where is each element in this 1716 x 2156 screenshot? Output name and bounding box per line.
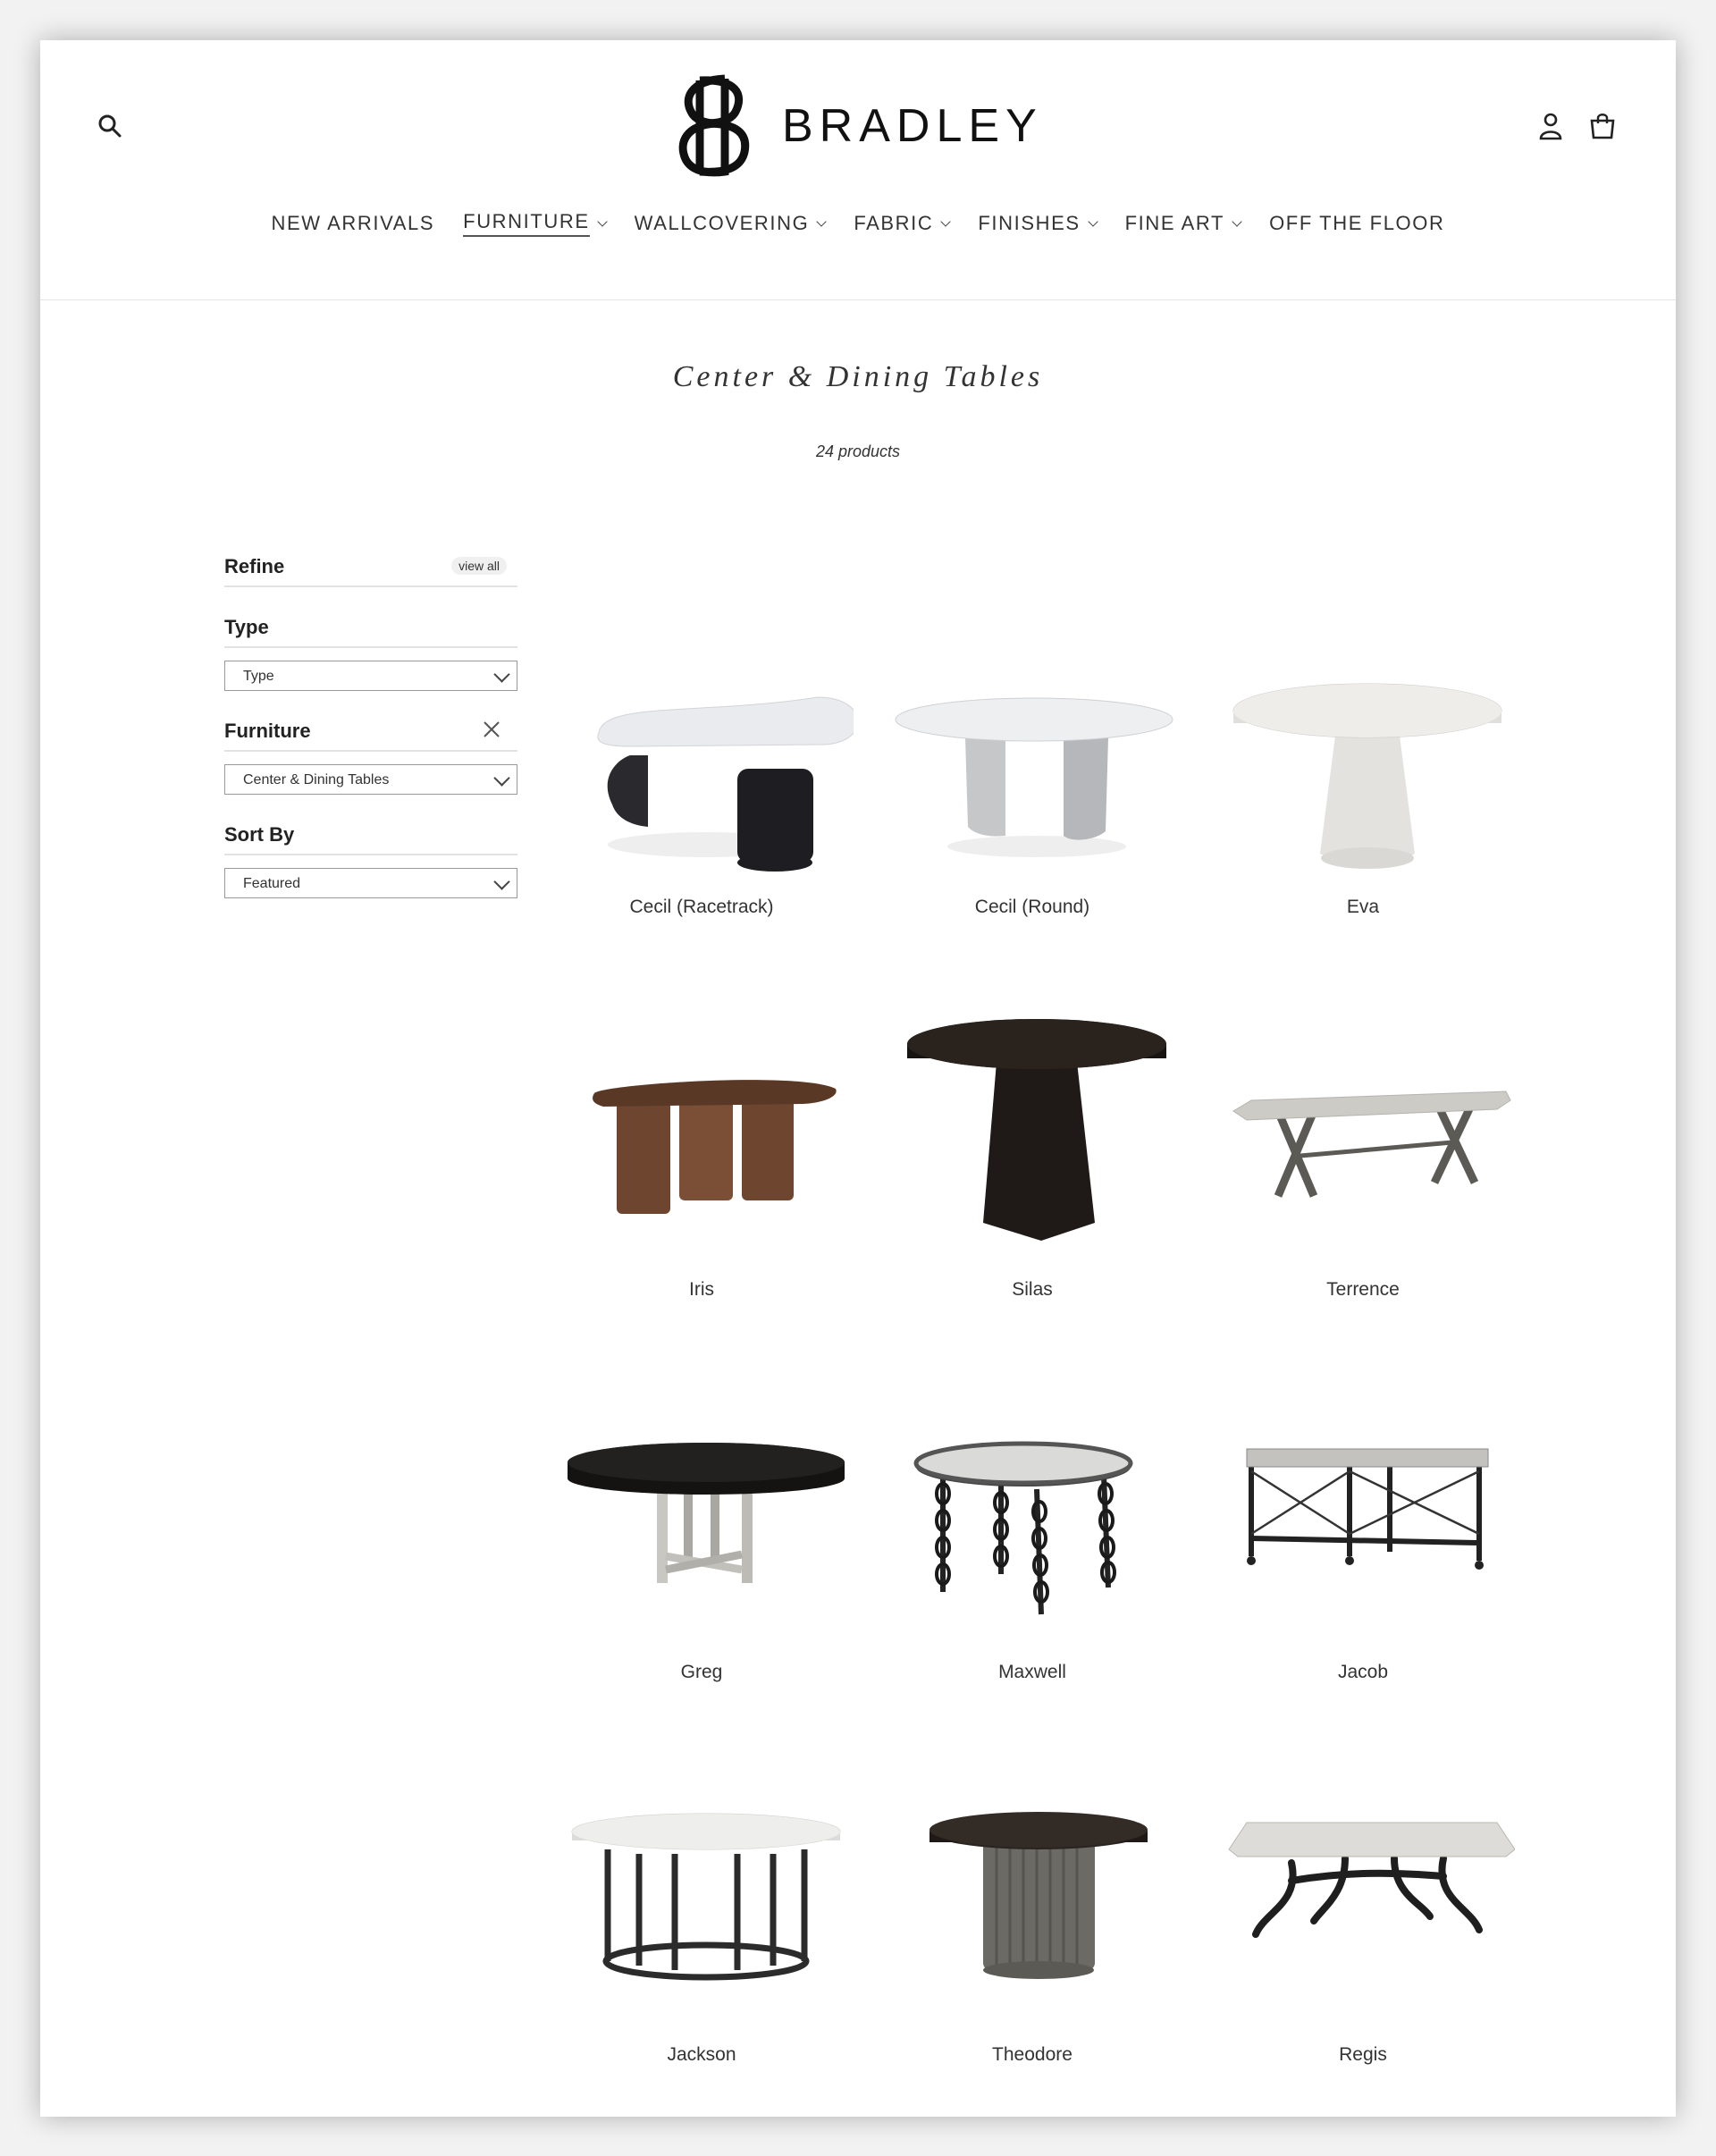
chevron-down-icon <box>493 666 509 682</box>
product-name: Theodore <box>992 2044 1072 2065</box>
refine-heading: Refine view all <box>224 550 517 587</box>
site-header <box>40 40 1676 300</box>
chevron-down-icon <box>941 216 951 226</box>
product-image-regis <box>1211 1760 1515 2028</box>
search-icon[interactable] <box>92 108 128 144</box>
product-image-theodore <box>880 1760 1184 2028</box>
product-name: Maxwell <box>998 1662 1066 1682</box>
type-filter <box>224 611 517 691</box>
chevron-down-icon <box>597 216 607 226</box>
sort-heading: Sort By <box>224 818 517 855</box>
nav-new-arrivals[interactable]: NEW ARRIVALS <box>271 212 435 234</box>
nav-off-the-floor[interactable]: OFF THE FLOOR <box>1269 212 1445 234</box>
furniture-select[interactable]: Center & Dining Tables <box>224 764 517 795</box>
product-name: Cecil (Racetrack) <box>629 897 774 917</box>
product-image-silas <box>880 995 1184 1263</box>
type-heading: Type <box>224 611 517 648</box>
product-card[interactable] <box>550 1377 854 1735</box>
product-name: Greg <box>680 1662 723 1682</box>
product-card[interactable] <box>880 1760 1184 2118</box>
product-image-cecil-round <box>880 612 1184 880</box>
product-image-terrence <box>1211 995 1515 1263</box>
product-name: Iris <box>689 1279 714 1300</box>
chevron-down-icon <box>493 873 509 889</box>
page <box>40 40 1676 2117</box>
product-card[interactable] <box>550 995 854 1352</box>
product-image-iris <box>550 995 854 1263</box>
product-card[interactable] <box>1211 1760 1515 2118</box>
product-name: Regis <box>1339 2044 1387 2065</box>
product-image-maxwell <box>880 1377 1184 1646</box>
product-card[interactable] <box>880 995 1184 1352</box>
product-image-greg <box>550 1377 854 1646</box>
product-name: Cecil (Round) <box>974 897 1090 917</box>
product-image-eva <box>1211 612 1515 880</box>
product-name: Jackson <box>667 2044 736 2065</box>
product-card[interactable] <box>1211 1377 1515 1735</box>
product-name: Jacob <box>1337 1662 1389 1682</box>
sort-filter <box>224 818 517 898</box>
product-card[interactable] <box>550 1760 854 2118</box>
product-name: Terrence <box>1326 1279 1400 1300</box>
product-image-cecil-racetrack <box>550 612 854 880</box>
chevron-down-icon <box>1088 216 1098 226</box>
page-title: Center & Dining Tables <box>672 360 1044 393</box>
chevron-down-icon <box>493 770 509 786</box>
nav-furniture[interactable]: FURNITURE <box>463 210 606 237</box>
nav-finishes[interactable]: FINISHES <box>978 210 1096 237</box>
main-nav <box>40 210 1676 237</box>
product-name: Silas <box>1012 1279 1053 1300</box>
type-select[interactable]: Type <box>224 661 517 691</box>
furniture-heading: Furniture <box>224 714 517 752</box>
sort-select[interactable]: Featured <box>224 868 517 898</box>
product-card[interactable] <box>1211 995 1515 1352</box>
product-card[interactable] <box>880 1377 1184 1735</box>
view-all-button[interactable]: view all <box>451 557 507 575</box>
chevron-down-icon <box>1232 216 1241 226</box>
furniture-filter <box>224 714 517 795</box>
filter-sidebar <box>224 550 517 898</box>
product-count: 24 products <box>815 442 901 460</box>
product-name: Eva <box>1346 897 1380 917</box>
product-card[interactable] <box>880 612 1184 970</box>
brand-logo[interactable] <box>673 72 1043 181</box>
nav-wallcovering[interactable]: WALLCOVERING <box>635 210 826 237</box>
product-image-jacob <box>1211 1377 1515 1646</box>
cart-icon[interactable] <box>1585 108 1620 144</box>
chevron-down-icon <box>817 216 827 226</box>
monogram-logo <box>673 72 762 181</box>
product-card[interactable] <box>1211 612 1515 970</box>
account-icon[interactable] <box>1533 108 1569 144</box>
nav-fine-art[interactable]: FINE ART <box>1125 210 1241 237</box>
product-card[interactable] <box>550 612 854 970</box>
product-image-jackson <box>550 1760 854 2028</box>
close-icon[interactable] <box>482 720 501 739</box>
nav-fabric[interactable]: FABRIC <box>854 210 949 237</box>
brand-name: BRADLEY <box>782 100 1043 152</box>
